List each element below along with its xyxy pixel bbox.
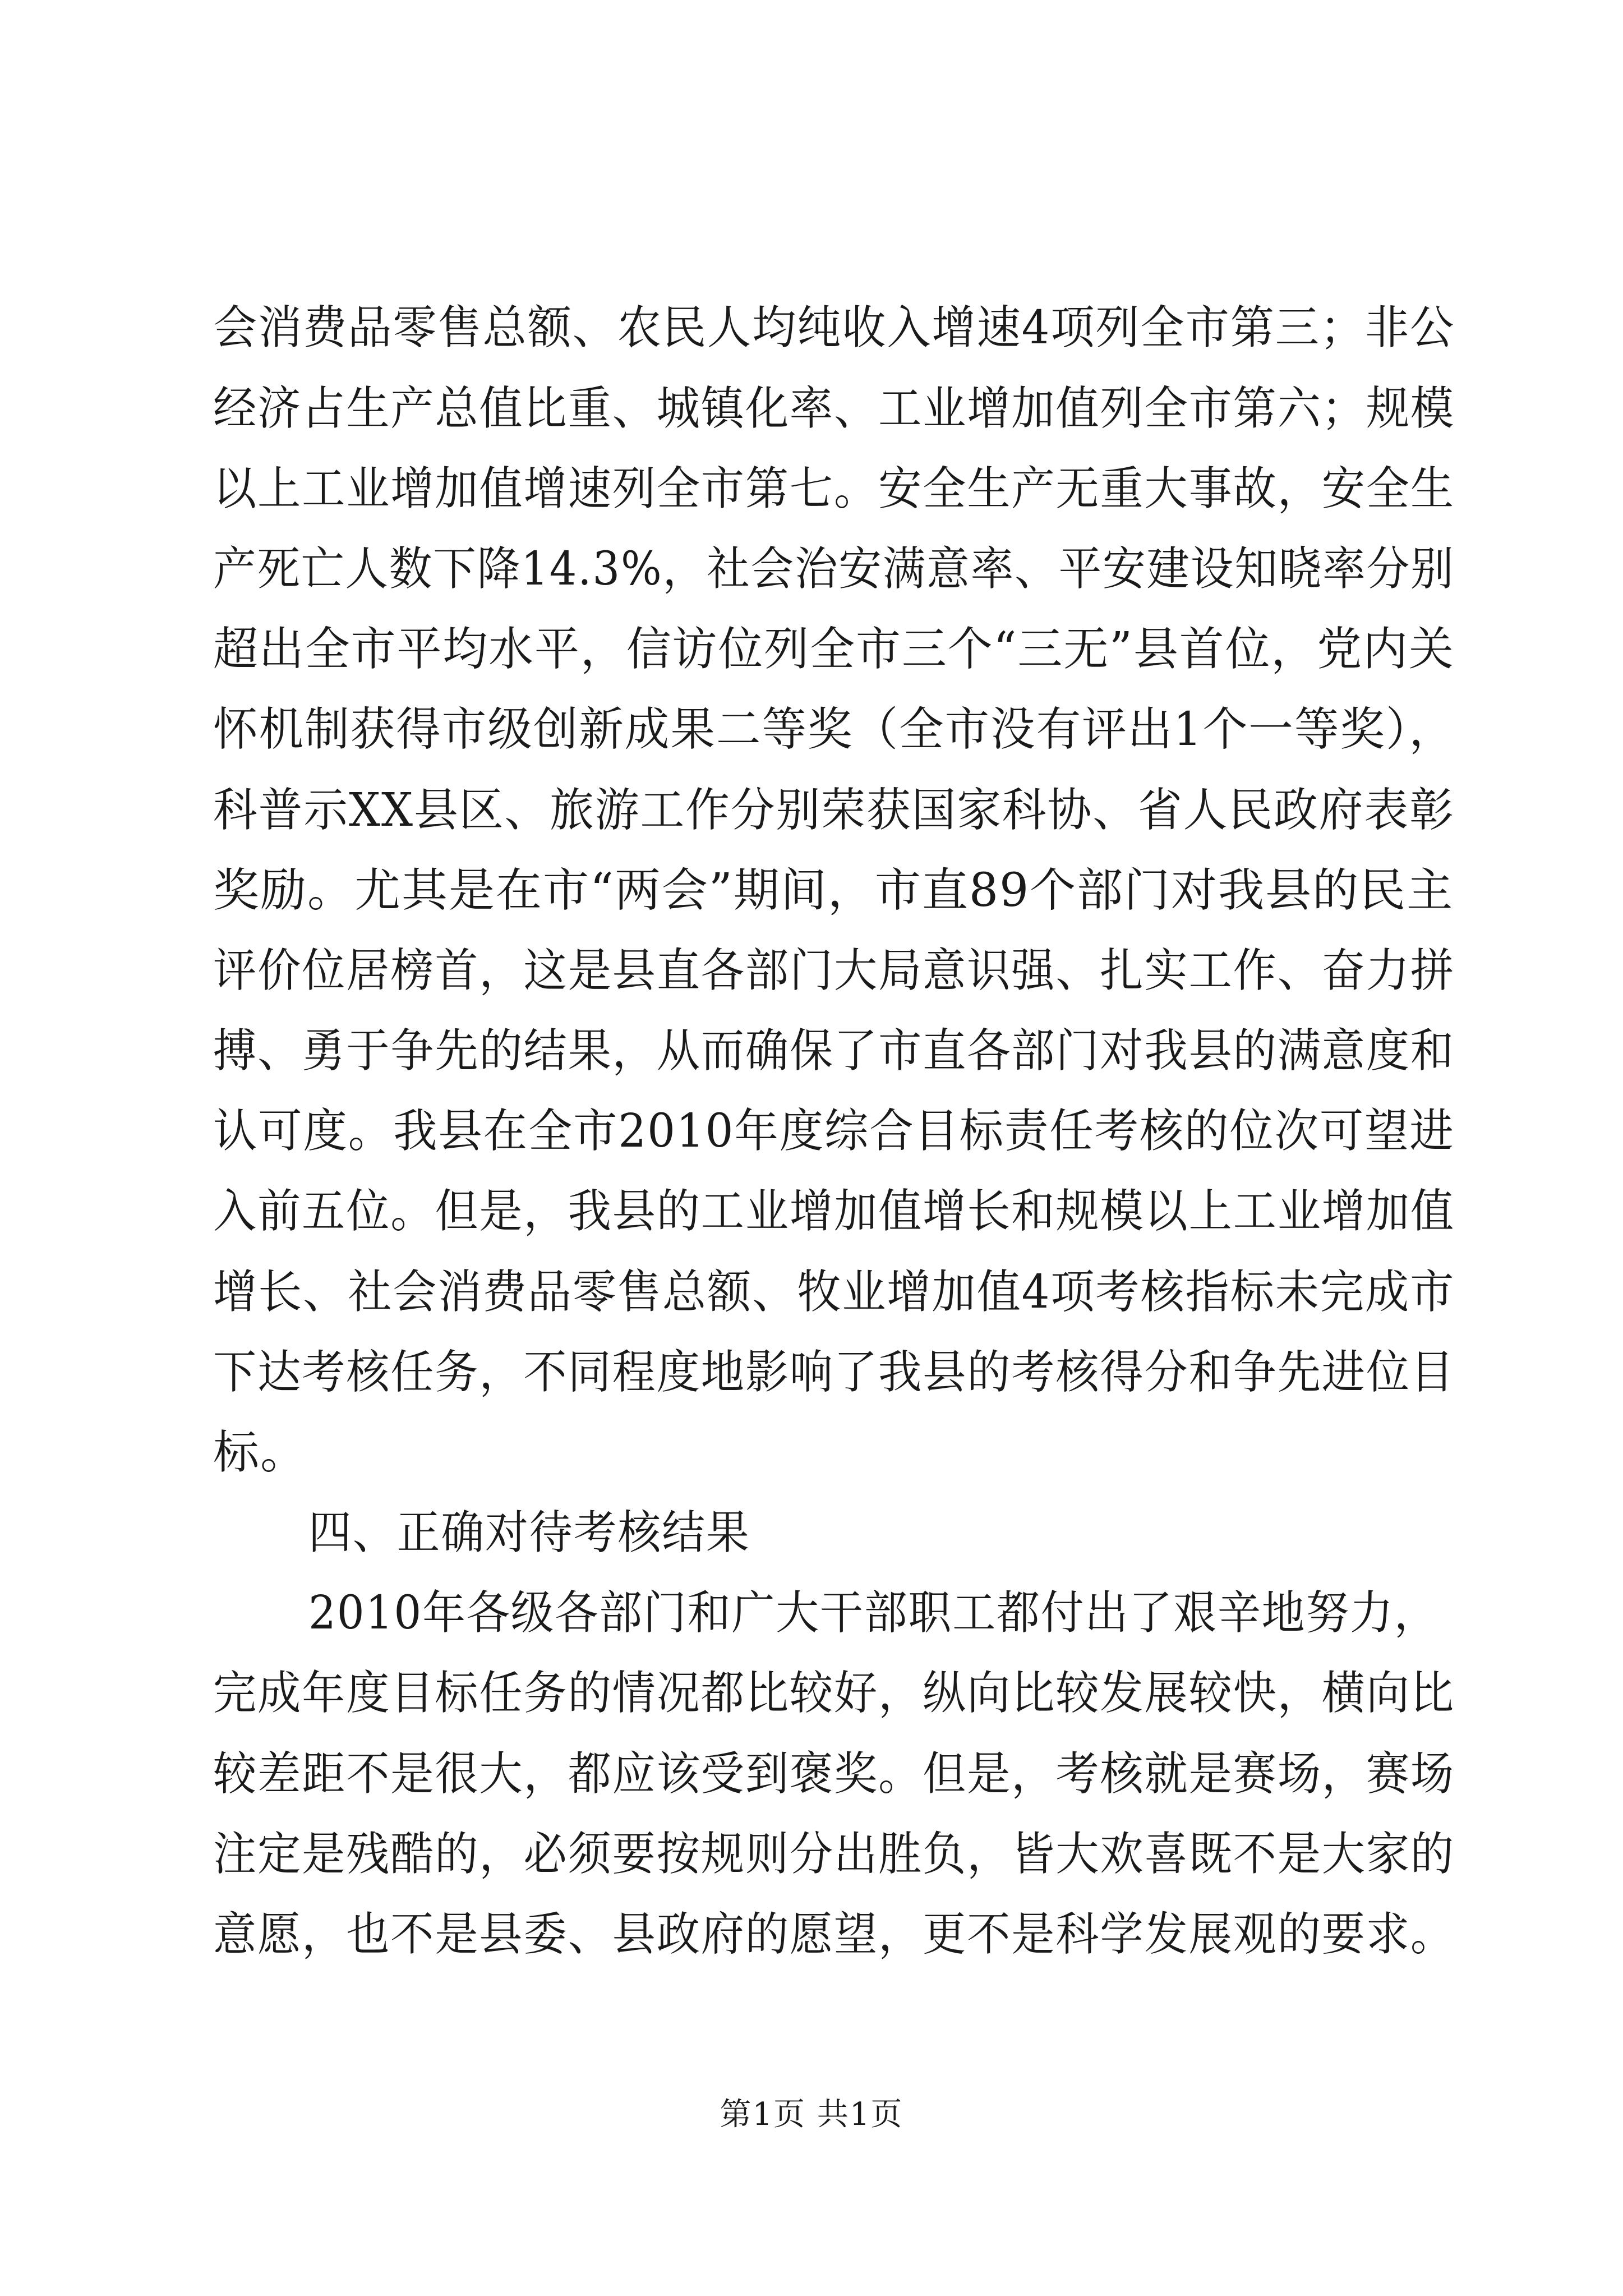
text-line: 2010年各级各部门和广大干部职工都付出了艰辛地努力，: [308, 1586, 1438, 1640]
text-line: 意愿，也不是县委、县政府的愿望，更不是科学发展观的要求。: [213, 1908, 1455, 1961]
text-line: 怀机制获得市级创新成果二等奖（全市没有评出1个一等奖），: [213, 703, 1455, 756]
text-line: 评价位居榜首，这是县直各部门大局意识强、扎实工作、奋力拼: [213, 944, 1455, 997]
text-line: 以上工业增加值增速列全市第七。安全生产无重大事故，安全生: [213, 462, 1455, 516]
text-line: 会消费品零售总额、农民人均纯收入增速4项列全市第三；非公: [213, 301, 1455, 355]
text-line: 增长、社会消费品零售总额、牧业增加值4项考核指标未完成市: [213, 1266, 1455, 1319]
text-line: 经济占生产总值比重、城镇化率、工业增加值列全市第六；规模: [213, 382, 1455, 435]
text-line: 超出全市平均水平，信访位列全市三个“三无”县首位，党内关: [213, 623, 1455, 676]
text-line: 搏、勇于争先的结果，从而确保了市直各部门对我县的满意度和: [213, 1024, 1455, 1078]
section-heading: 四、正确对待考核结果: [308, 1506, 750, 1559]
text-line: 标。: [213, 1426, 308, 1479]
text-line: 科普示XX县区、旅游工作分别荣获国家科协、省人民政府表彰: [213, 784, 1455, 837]
page-number-footer: 第1页 共1页: [720, 2096, 903, 2133]
text-line: 认可度。我县在全市2010年度综合目标责任考核的位次可望进: [213, 1105, 1455, 1158]
text-line: 产死亡人数下降14.3%，社会治安满意率、平安建设知晓率分别: [213, 542, 1455, 596]
text-line: 注定是残酷的，必须要按规则分出胜负，皆大欢喜既不是大家的: [213, 1828, 1455, 1881]
text-line: 较差距不是很大，都应该受到褒奖。但是，考核就是赛场，赛场: [213, 1747, 1455, 1801]
text-line: 下达考核任务，不同程度地影响了我县的考核得分和争先进位目: [213, 1346, 1455, 1399]
text-line: 完成年度目标任务的情况都比较好，纵向比较发展较快，横向比: [213, 1667, 1455, 1720]
text-line: 奖励。尤其是在市“两会”期间，市直89个部门对我县的民主: [213, 864, 1454, 917]
text-line: 入前五位。但是，我县的工业增加值增长和规模以上工业增加值: [213, 1185, 1455, 1238]
